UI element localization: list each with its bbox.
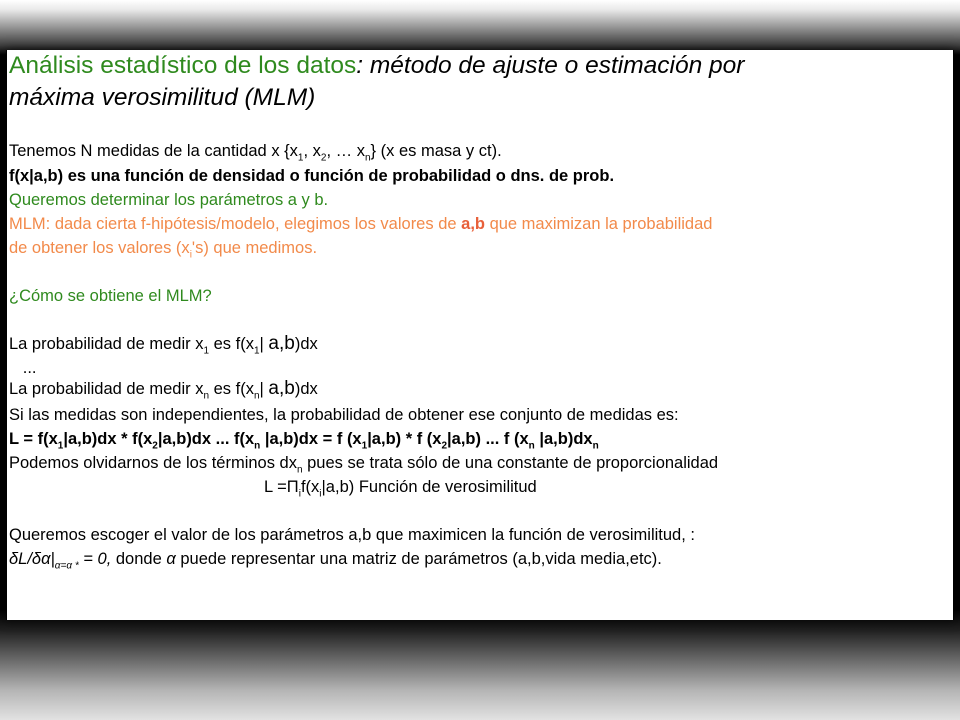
title-part2: : método de ajuste o estimación por: [356, 52, 745, 79]
line-10: Si las medidas son independientes, la probabilidad de obtener ese conjunto de medidas es:: [9, 406, 679, 424]
title-part3: máxima verosimilitud (MLM): [9, 84, 316, 111]
line-14: Queremos escoger el valor de los parámetros a,b que maximicen la función de verosimilitud, :: [9, 526, 695, 544]
line-8: ...: [9, 359, 37, 377]
title-part1: Análisis estadístico de los datos: [9, 52, 357, 79]
line-5: de obtener los valores $(x_i's)$ que medimos.: [9, 239, 318, 261]
line-12: Podemos olvidarnos de los términos $dx_n$ pues se trata sólo de una constante de proporcionalidad: [9, 454, 719, 476]
line-13: $L =\Pi_if(x_i|a,b)$ Función de verosimilitud: [264, 478, 537, 500]
line-9: La probabilidad de medir $x_n$ es $f(x_n|$ a,b)dx: [9, 378, 318, 402]
line-4: MLM: dada cierta f-hipótesis/modelo, elegimos los valores de a,b que maximizan la probabilidad: [9, 215, 713, 233]
line-1: Tenemos N medidas de la cantidad x {$x_1$, $x_2$, … $x_n$} (x es masa y ct).: [9, 142, 502, 164]
line-15: $\delta L/\delta\alpha|_{\alpha=\alpha *} = 0$, donde α puede representar una matriz de parámetros (a,b,vida media,etc).: [9, 550, 662, 572]
slide-title: [9, 50, 939, 114]
line-11: $L = f(x_1|a,b)dx * f(x_2|a,b)dx$ ... $f(x_n$ |a,b)dx = f $(x_1|a,b)$ * f $(x_2|a,b)$ ... f ($x_n$ $|a,b)dx_n$: [9, 430, 599, 452]
line-7: La probabilidad de medir $x_1$ es $f(x_1|$ a,b)dx: [9, 333, 318, 357]
line-3: Queremos determinar los parámetros a y b.: [9, 191, 329, 209]
line-2: f(x|a,b) es una función de densidad o función de probabilidad o dns. de prob.: [9, 167, 615, 185]
slide: [6, 50, 954, 620]
line-6: ¿Cómo se obtiene el MLM?: [9, 287, 212, 305]
